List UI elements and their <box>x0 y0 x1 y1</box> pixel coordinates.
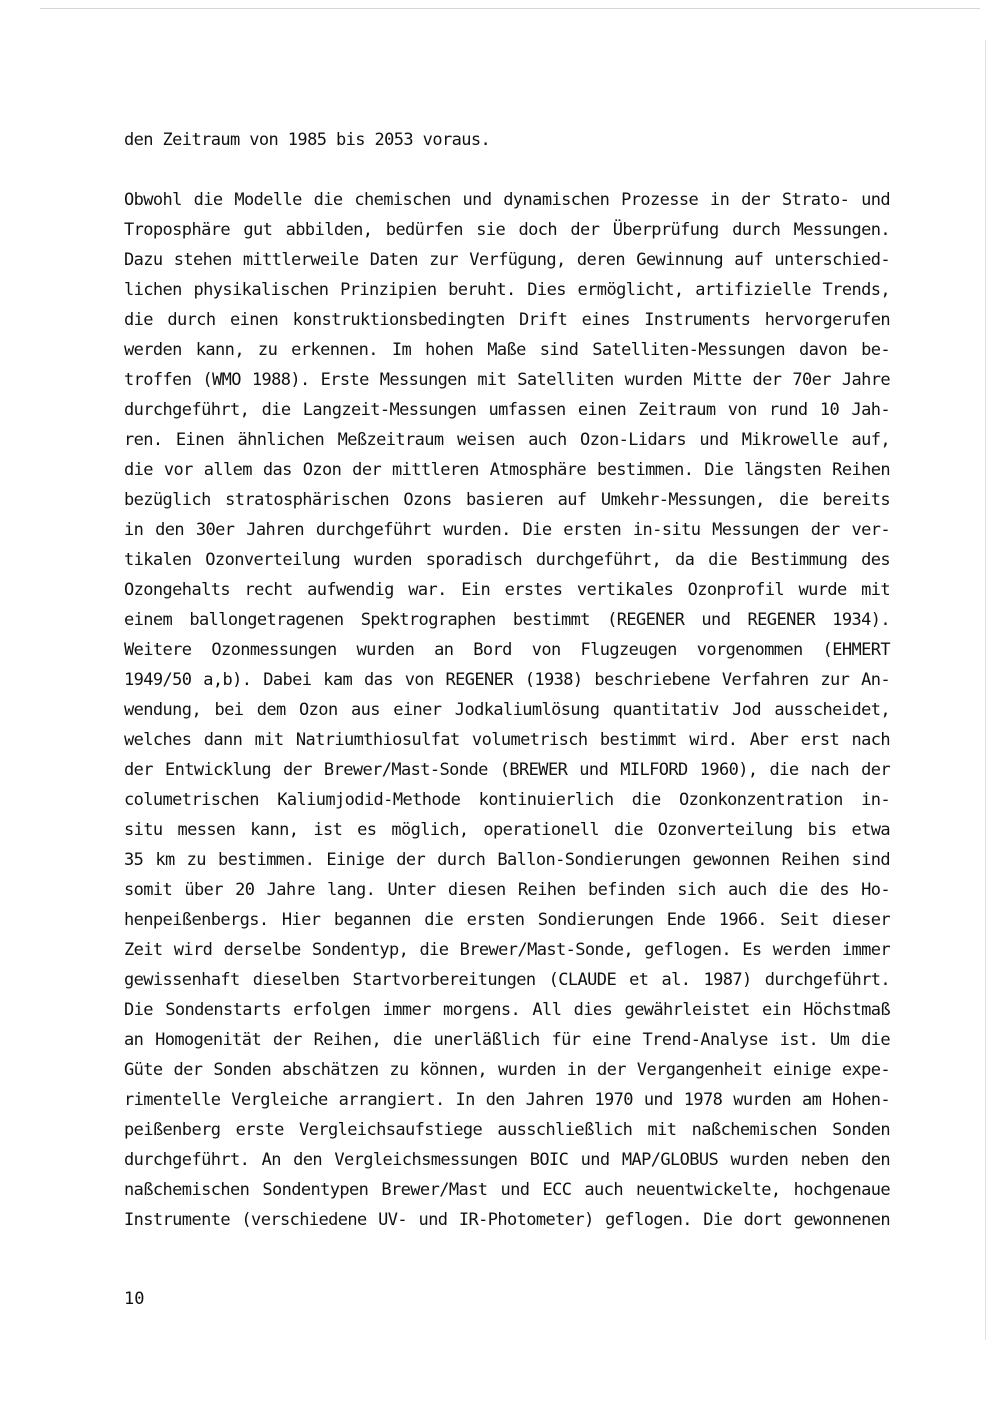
text-line: situ messen kann, ist es möglich, operationell die Ozonverteilung bis etwa <box>124 820 890 840</box>
text-line: werden kann, zu erkennen. Im hohen Maße sind Satelliten-Messungen davon be- <box>124 340 890 360</box>
text-line: tikalen Ozonverteilung wurden sporadisch durchgeführt, da die Bestimmung des <box>124 550 890 570</box>
text-line: Weitere Ozonmessungen wurden an Bord von Flugzeugen vorgenommen (EHMERT <box>124 640 890 660</box>
text-line: rimentelle Vergleiche arrangiert. In den Jahren 1970 und 1978 wurden am Hohen- <box>124 1090 890 1110</box>
text-line: gewissenhaft dieselben Startvorbereitungen (CLAUDE et al. 1987) durchgeführt. <box>124 970 890 990</box>
scan-edge-right <box>985 40 986 1340</box>
text-line: an Homogenität der Reihen, die unerläßlich für eine Trend-Analyse ist. Um die <box>124 1030 890 1050</box>
text-line: Obwohl die Modelle die chemischen und dynamischen Prozesse in der Strato- und <box>124 190 890 210</box>
text-line: somit über 20 Jahre lang. Unter diesen Reihen befinden sich auch die des Ho- <box>124 880 890 900</box>
text-line: durchgeführt. An den Vergleichsmessungen BOIC und MAP/GLOBUS wurden neben den <box>124 1150 890 1170</box>
text-line: Die Sondenstarts erfolgen immer morgens. All dies gewährleistet ein Höchstmaß <box>124 1000 890 1020</box>
text-line: Instrumente (verschiedene UV- und IR-Photometer) geflogen. Die dort gewonnenen <box>124 1210 890 1230</box>
text-line: wendung, bei dem Ozon aus einer Jodkaliumlösung quantitativ Jod ausscheidet, <box>124 700 890 720</box>
text-line: naßchemischen Sondentypen Brewer/Mast und ECC auch neuentwickelte, hochgenaue <box>124 1180 890 1200</box>
text-line: die vor allem das Ozon der mittleren Atmosphäre bestimmen. Die längsten Reihen <box>124 460 890 480</box>
text-line: ren. Einen ähnlichen Meßzeitraum weisen auch Ozon-Lidars und Mikrowelle auf, <box>124 430 890 450</box>
body-paragraph <box>124 185 890 1235</box>
text-line: welches dann mit Natriumthiosulfat volumetrisch bestimmt wird. Aber erst nach <box>124 730 890 750</box>
text-line: 35 km zu bestimmen. Einige der durch Ballon-Sondierungen gewonnen Reihen sind <box>124 850 890 870</box>
text-line: die durch einen konstruktionsbedingten Drift eines Instruments hervorgerufen <box>124 310 890 330</box>
text-line: columetrischen Kaliumjodid-Methode kontinuierlich die Ozonkonzentration in- <box>124 790 890 810</box>
text-line: troffen (WMO 1988). Erste Messungen mit Satelliten wurden Mitte der 70er Jahre <box>124 370 890 390</box>
text-line: lichen physikalischen Prinzipien beruht. Dies ermöglicht, artifizielle Trends, <box>124 280 890 300</box>
page-number: 10 <box>124 1289 145 1309</box>
text-line: durchgeführt, die Langzeit-Messungen umfassen einen Zeitraum von rund 10 Jah- <box>124 400 890 420</box>
scan-edge-top <box>40 8 980 9</box>
text-line: in den 30er Jahren durchgeführt wurden. Die ersten in-situ Messungen der ver- <box>124 520 890 540</box>
text-line: 1949/50 a,b). Dabei kam das von REGENER (1938) beschriebene Verfahren zur An- <box>124 670 890 690</box>
text-line: henpeißenbergs. Hier begannen die ersten Sondierungen Ende 1966. Seit dieser <box>124 910 890 930</box>
text-line: Troposphäre gut abbilden, bedürfen sie doch der Überprüfung durch Messungen. <box>124 220 890 240</box>
text-line: Ozongehalts recht aufwendig war. Ein erstes vertikales Ozonprofil wurde mit <box>124 580 890 600</box>
text-line: einem ballongetragenen Spektrographen bestimmt (REGENER und REGENER 1934). <box>124 610 890 630</box>
text-line: der Entwicklung der Brewer/Mast-Sonde (BREWER und MILFORD 1960), die nach der <box>124 760 890 780</box>
text-line: bezüglich stratosphärischen Ozons basieren auf Umkehr-Messungen, die bereits <box>124 490 890 510</box>
text-line: peißenberg erste Vergleichsaufstiege ausschließlich mit naßchemischen Sonden <box>124 1120 890 1140</box>
intro-text-block <box>124 125 890 155</box>
text-line: Zeit wird derselbe Sondentyp, die Brewer/Mast-Sonde, geflogen. Es werden immer <box>124 940 890 960</box>
text-line: Dazu stehen mittlerweile Daten zur Verfügung, deren Gewinnung auf unterschied- <box>124 250 890 270</box>
text-line: Güte der Sonden abschätzen zu können, wurden in der Vergangenheit einige expe- <box>124 1060 890 1080</box>
text-line: den Zeitraum von 1985 bis 2053 voraus. <box>124 130 491 150</box>
